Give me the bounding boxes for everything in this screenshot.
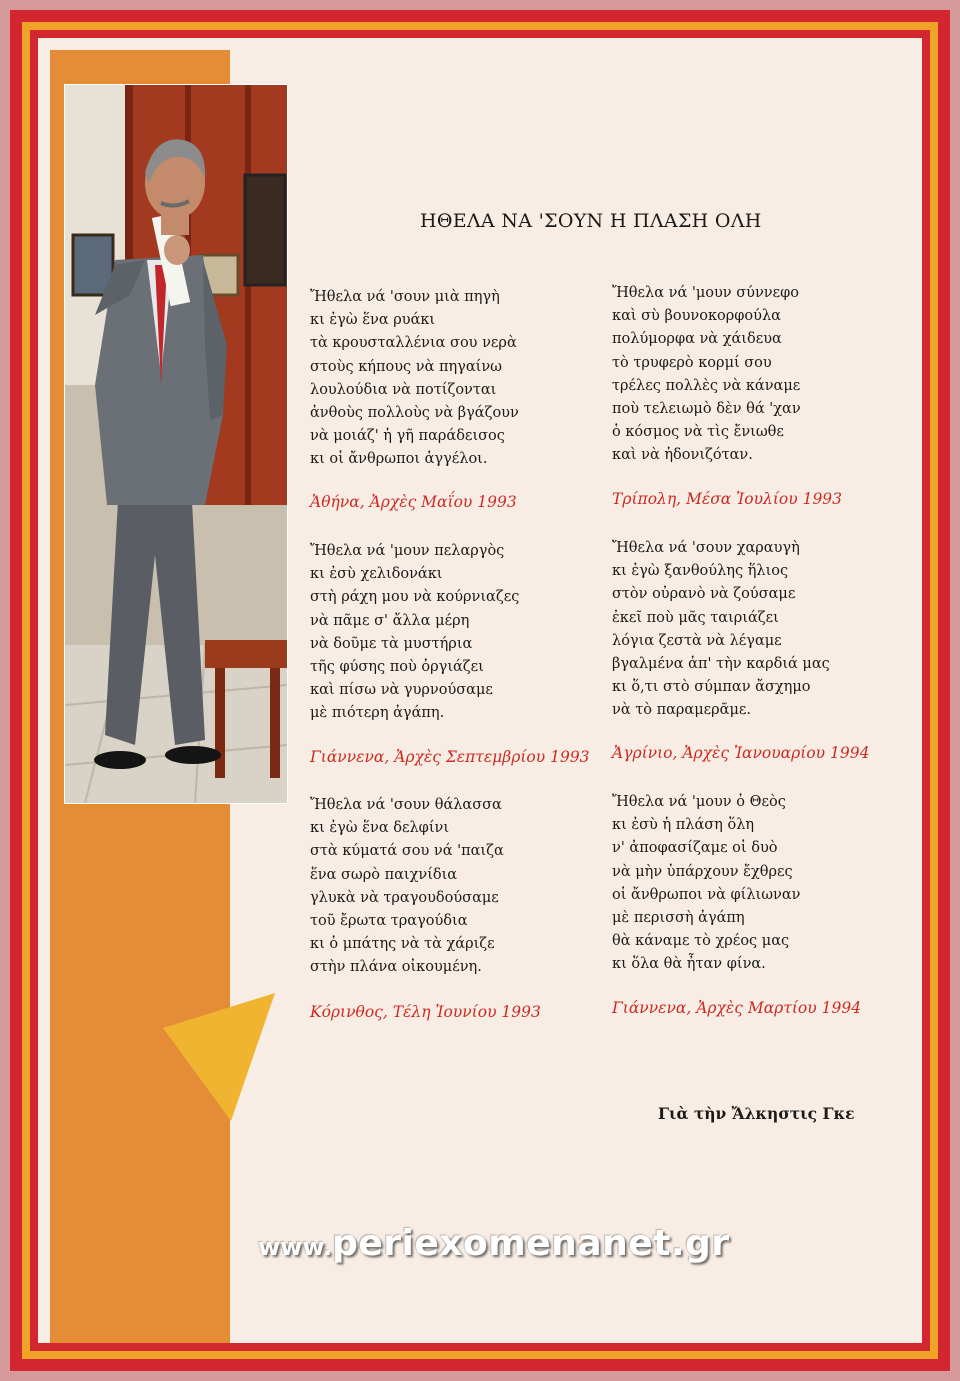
verse-line: κι οἱ ἄνθρωποι ἀγγέλοι.: [310, 451, 488, 468]
verse-line: τοῦ ἔρωτα τραγούδια: [310, 913, 468, 930]
verse-line: στὰ κύματά σου νά 'παιζα: [310, 843, 504, 860]
page: [38, 38, 922, 1343]
verse-line: οἱ ἄνθρωποι νὰ φίλιωναν: [612, 886, 801, 903]
verse-line: τὸ τρυφερὸ κορμί σου: [612, 354, 772, 371]
verse-line: καὶ νὰ ἡδονιζόταν.: [612, 447, 753, 464]
stanza-5: [612, 537, 830, 723]
verse-line: Ἤθελα νά 'σουν θάλασσα: [310, 797, 502, 813]
verse-line: στοὺς κήπους νὰ πηγαίνω: [310, 358, 502, 375]
verse-line: στὴ ράχη μου νὰ κούρνιαζες: [310, 589, 520, 606]
place-date-4: Τρίπολη, Μέσα Ἰουλίου 1993: [612, 490, 843, 508]
verse-line: ἕνα σωρὸ παιχνίδια: [310, 866, 458, 883]
verse-line: τῆς φύσης ποὺ ὀργιάζει: [310, 659, 484, 676]
verse-line: Ἤθελα νά 'σουν χαραυγὴ: [612, 540, 800, 556]
verse-line: Ἤθελα νά 'μουν ὁ Θεὸς: [612, 794, 786, 810]
verse-line: Ἤθελα νά 'σουν μιὰ πηγὴ: [310, 289, 500, 305]
verse-line: κι ἐγὼ ξανθούλης ἥλιος: [612, 563, 789, 580]
poem-title: ΗΘΕΛΑ ΝΑ 'ΣΟΥΝ Η ΠΛΑΣΗ ΟΛΗ: [420, 210, 762, 232]
verse-line: καὶ σὺ βουνοκορφούλα: [612, 308, 781, 325]
verse-line: καὶ πίσω νὰ γυρνούσαμε: [310, 682, 493, 699]
stanza-2: [310, 540, 519, 726]
dedication: Γιὰ τὴν Ἄλκηστις Γκε: [658, 1104, 855, 1123]
verse-line: κι ὅ,τι στὸ σύμπαν ἄσχημο: [612, 679, 811, 696]
verse-line: πολύμορφα νὰ χάιδευα: [612, 331, 782, 348]
verse-line: κι ὁ μπάτης νὰ τὰ χάριζε: [310, 936, 495, 953]
verse-line: τὰ κρουσταλλένια σου νερὰ: [310, 335, 517, 352]
verse-line: ν' ἀποφασίζαμε οἱ δυὸ: [612, 840, 778, 857]
verse-line: κι ἐσὺ χελιδονάκι: [310, 566, 443, 583]
verse-line: θὰ κάναμε τὸ χρέος μας: [612, 933, 790, 950]
verse-line: νὰ πᾶμε σ' ἄλλα μέρη: [310, 612, 470, 629]
stanza-4: [612, 282, 801, 468]
place-date-6: Γιάννενα, Ἀρχὲς Μαρτίου 1994: [612, 999, 862, 1017]
verse-line: Ἤθελα νά 'μουν πελαργὸς: [310, 543, 505, 559]
verse-line: νὰ μοιάζ' ἡ γῆ παράδεισος: [310, 428, 505, 445]
author-photo: [64, 84, 288, 804]
verse-line: στὴν πλάνα οἰκουμένη.: [310, 959, 482, 976]
verse-line: βγαλμένα ἀπ' τὴν καρδιά μας: [612, 656, 830, 673]
website-watermark: [258, 1223, 730, 1264]
verse-line: κι ἐγὼ ἕνα δελφίνι: [310, 820, 450, 837]
yellow-triangle-decoration: [163, 993, 283, 1123]
stanza-1: [310, 286, 519, 472]
verse-line: ὁ κόσμος νὰ τὶς ἔνιωθε: [612, 424, 784, 441]
verse-line: λουλούδια νὰ ποτίζονται: [310, 381, 497, 398]
verse-line: νὰ δοῦμε τὰ μυστήρια: [310, 635, 473, 652]
verse-line: κι ἐσὺ ἡ πλάση ὅλη: [612, 817, 755, 834]
place-date-1: Ἀθήνα, Ἀρχὲς Μαΐου 1993: [310, 493, 517, 511]
stanza-3: [310, 794, 504, 980]
verse-line: νὰ τὸ παραμερᾶμε.: [612, 702, 752, 719]
verse-line: κι ἐγὼ ἕνα ρυάκι: [310, 312, 436, 329]
verse-line: τρέλες πολλὲς νὰ κάναμε: [612, 377, 801, 394]
verse-line: Ἤθελα νά 'μουν σύννεφο: [612, 285, 799, 301]
verse-line: στὸν οὐρανὸ νὰ ζούσαμε: [612, 586, 796, 603]
place-date-2: Γιάννενα, Ἀρχὲς Σεπτεμβρίου 1993: [310, 748, 590, 766]
stanza-6: [612, 791, 800, 977]
website-domain: periexomenanet.gr: [332, 1223, 730, 1264]
verse-line: μὲ πιότερη ἀγάπη.: [310, 705, 445, 722]
verse-line: ἐκεῖ ποὺ μᾶς ταιριάζει: [612, 609, 779, 626]
place-date-5: Ἀγρίνιο, Ἀρχὲς Ἰανουαρίου 1994: [612, 744, 870, 762]
verse-line: μὲ περισσὴ ἀγάπη: [612, 910, 745, 927]
verse-line: λόγια ζεστὰ νὰ λέγαμε: [612, 632, 782, 649]
verse-line: κι ὅλα θὰ ἦταν φίνα.: [612, 956, 766, 973]
verse-line: γλυκὰ νὰ τραγουδούσαμε: [310, 889, 499, 906]
verse-line: ἀνθοὺς πολλοὺς νὰ βγάζουν: [310, 405, 519, 422]
website-prefix: www.: [258, 1233, 333, 1261]
place-date-3: Κόρινθος, Τέλη Ἰουνίου 1993: [310, 1003, 541, 1021]
verse-line: νὰ μὴν ὑπάρχουν ἔχθρες: [612, 863, 793, 880]
verse-line: ποὺ τελειωμὸ δὲν θά 'χαν: [612, 401, 801, 418]
